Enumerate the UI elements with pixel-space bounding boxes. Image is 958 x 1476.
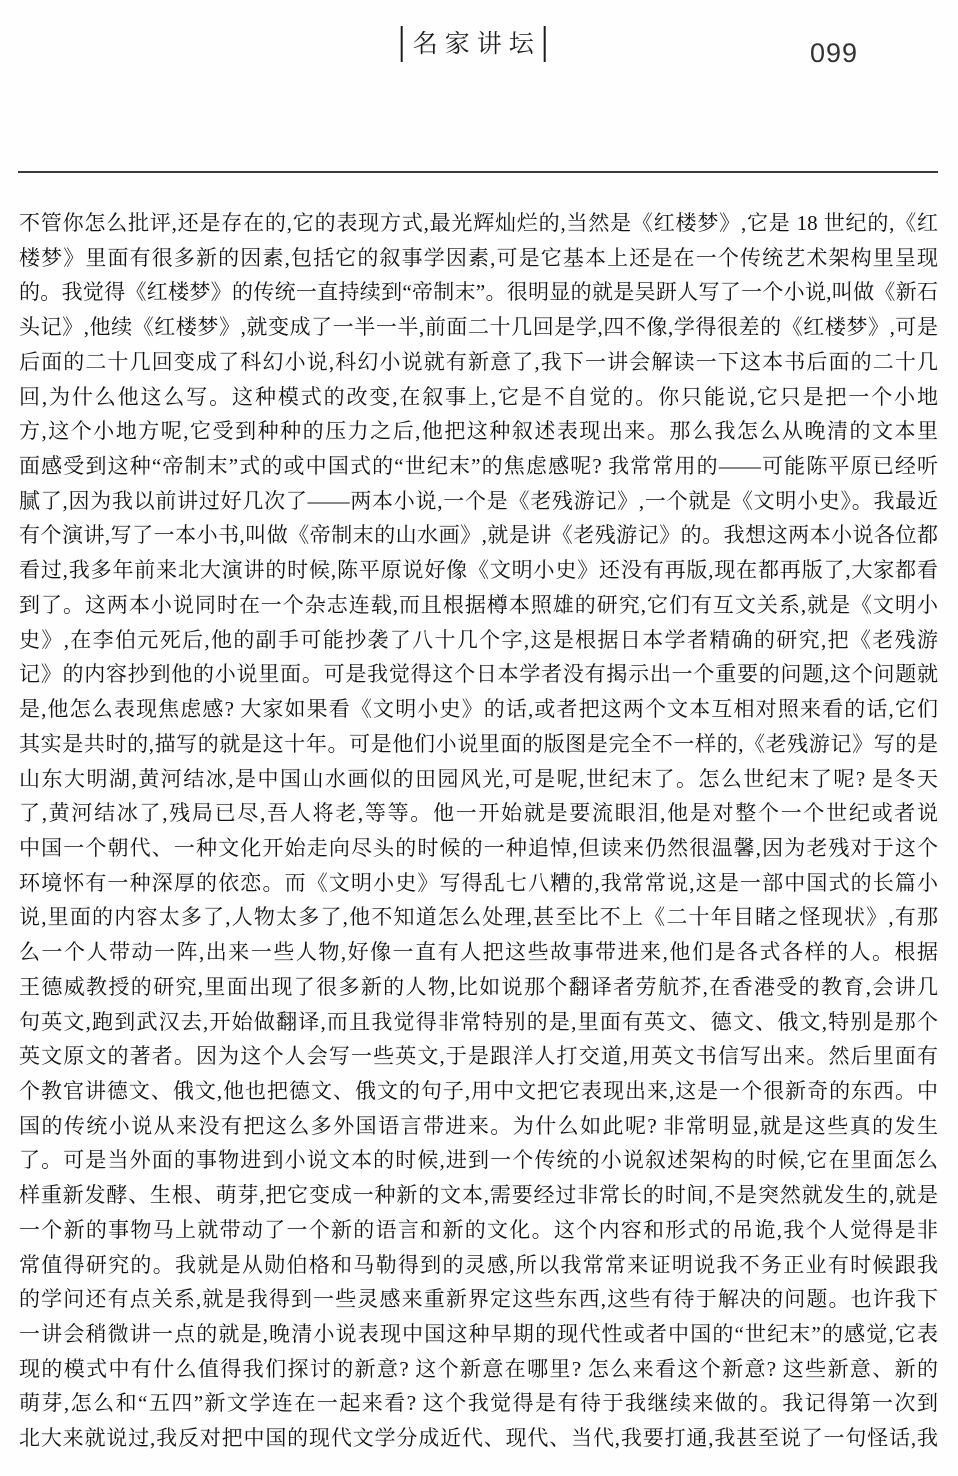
section-title: 名家讲坛 — [401, 26, 546, 62]
text-line: 句英文,跑到武汉去,开始做翻译,而且我觉得非常特别的是,里面有英文、德文、俄文,特别是那个 — [19, 1009, 938, 1034]
text-line: 其实是共时的,描写的就是这十年。可是他们小说里面的版图是完全不一样的,《老残游记》写的是 — [19, 731, 938, 756]
text-line: 楼梦》里面有很多新的因素,包括它的叙事学因素,可是它基本上还是在一个传统艺术架构里呈现 — [19, 245, 938, 270]
text-line: 后面的二十几回变成了科幻小说,科幻小说就有新意了,我下一讲会解读一下这本书后面的二十几 — [19, 349, 938, 374]
text-line: 到了。这两本小说同时在一个杂志连载,而且根据樽本照雄的研究,它们有互文关系,就是《文明小 — [19, 592, 938, 617]
text-line: 国的传统小说从来没有把这么多外国语言带进来。为什么如此呢? 非常明显,就是这些真的发生 — [19, 1113, 938, 1138]
text-line: 说,里面的内容太多了,人物太多了,他不知道怎么处理,甚至比不上《二十年目睹之怪现状》,有那 — [19, 905, 938, 930]
text-line: 常值得研究的。我就是从勋伯格和马勒得到的灵感,所以我常常来证明说我不务正业有时候跟我 — [19, 1252, 938, 1277]
text-line: 回,为什么他这么写。这种模式的改变,在叙事上,它是不自觉的。你只能说,它只是把一个小地 — [19, 384, 938, 409]
text-line: 中国一个朝代、一种文化开始走向尽头的时候的一种追悼,但读来仍然很温馨,因为老残对于这个 — [19, 835, 938, 860]
text-line: 一讲会稍微讲一点的就是,晚清小说表现中国这种早期的现代性或者中国的“世纪末”的感觉,它表 — [19, 1322, 938, 1346]
text-line: 样重新发酵、生根、萌芽,把它变成一种新的文本,需要经过非常长的时间,不是突然就发生的,就是 — [19, 1183, 938, 1208]
page-header — [0, 26, 958, 70]
header-divider — [18, 171, 938, 173]
text-line: 方,这个小地方呢,它受到种种的压力之后,他把这种叙述表现出来。那么我怎么从晚清的文本里 — [19, 419, 938, 444]
text-line: 有个演讲,写了一本小书,叫做《帝制末的山水画》,就是讲《老残游记》的。我想这两本小说各位都 — [19, 523, 938, 548]
text-line: 个教官讲德文、俄文,他也把德文、俄文的句子,用中文把它表现出来,这是一个很新奇的东西。中 — [19, 1078, 938, 1103]
page-number: 099 — [809, 38, 858, 68]
text-line: 头记》,他续《红楼梦》,就变成了一半一半,前面二十几回是学,四不像,学得很差的《红楼梦》,可是 — [19, 315, 938, 340]
text-line: 么一个人带动一阵,出来一些人物,好像一直有人把这些故事带进来,他们是各式各样的人。根据 — [19, 940, 938, 965]
text-line: 腻了,因为我以前讲过好几次了——两本小说,一个是《老残游记》,一个就是《文明小史》。我最近 — [19, 488, 938, 513]
text-line: 现的模式中有什么值得我们探讨的新意? 这个新意在哪里? 怎么来看这个新意? 这些新意、新的 — [19, 1356, 938, 1381]
text-line: 一个新的事物马上就带动了一个新的语言和新的文化。这个内容和形式的吊诡,我个人觉得是非 — [19, 1217, 938, 1242]
text-line: 了,黄河结冰了,残局已尽,吾人将老,等等。他一开始就是要流眼泪,他是对整个一个世纪或者说 — [19, 801, 938, 826]
text-line: 王德威教授的研究,里面出现了很多新的人物,比如说那个翻译者劳航芥,在香港受的教育,会讲几 — [19, 974, 938, 999]
text-line: 史》,在李伯元死后,他的副手可能抄袭了八十几个字,这是根据日本学者精确的研究,把《老残游 — [19, 627, 938, 652]
text-line: 北大来就说过,我反对把中国的现代文学分成近代、现代、当代,我要打通,我甚至说了一句怪话,我 — [19, 1426, 938, 1451]
text-line: 环境怀有一种深厚的依恋。而《文明小史》写得乱七八糟的,我常常说,这是一部中国式的长篇小 — [19, 870, 938, 895]
text-line: 记》的内容抄到他的小说里面。可是我觉得这个日本学者没有揭示出一个重要的问题,这个问题就 — [19, 662, 938, 687]
article-body — [19, 206, 938, 1456]
text-line: 英文原文的著者。因为这个人会写一些英文,于是跟洋人打交道,用英文书信写出来。然后里面有 — [19, 1044, 938, 1069]
text-line: 山东大明湖,黄河结冰,是中国山水画似的田园风光,可是呢,世纪末了。怎么世纪末了呢? 是冬天 — [19, 766, 938, 791]
text-line: 看过,我多年前来北大演讲的时候,陈平原说好像《文明小史》还没有再版,现在都再版了,大家都看 — [19, 558, 938, 583]
text-line: 是,他怎么表现焦虑感? 大家如果看《文明小史》的话,或者把这两个文本互相对照来看的话,它们 — [19, 697, 938, 722]
text-line: 面感受到这种“帝制末”式的或中国式的“世纪末”的焦虑感呢? 我常常用的——可能陈平原已经听 — [19, 454, 938, 479]
text-line: 了。可是当外面的事物进到小说文本的时候,进到一个传统的小说叙述架构的时候,它在里面怎么 — [19, 1148, 938, 1173]
text-line: 的学问还有点关系,就是我得到一些灵感来重新界定这些东西,这些有待于解决的问题。也许我下 — [19, 1287, 938, 1312]
text-line: 不管你怎么批评,还是存在的,它的表现方式,最光辉灿烂的,当然是《红楼梦》,它是 18 世纪的,《红 — [19, 211, 938, 235]
text-line: 萌芽,怎么和“五四”新文学连在一起来看? 这个我觉得是有待于我继续来做的。我记得第一次到 — [19, 1391, 938, 1416]
text-line: 的。我觉得《红楼梦》的传统一直持续到“帝制末”。很明显的就是吴趼人写了一个小说,叫做《新石 — [19, 280, 938, 305]
